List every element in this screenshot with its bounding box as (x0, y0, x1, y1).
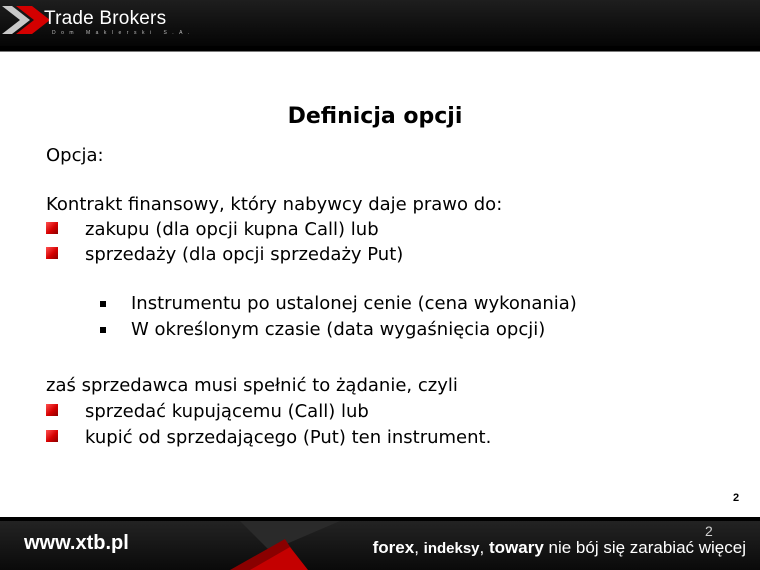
slide-page-number: 2 (733, 492, 740, 504)
slogan-indeksy: indeksy (423, 540, 480, 557)
red-bullet-icon (46, 247, 58, 259)
website-link[interactable]: www.xtb.pl (24, 532, 129, 554)
square-bullet-icon (100, 327, 106, 333)
footer-page-number: 2 (705, 523, 713, 539)
sub-bullet-text: W określonym czasie (data wygaśnięcia opcji) (131, 319, 546, 340)
red-bullet-icon (46, 404, 58, 416)
slogan-rest: nie bój się zarabiać więcej (543, 538, 746, 557)
slogan-separator: , (414, 538, 424, 557)
sub-bullet-text: Instrumentu po ustalonej cenie (cena wykonania) (131, 293, 577, 314)
bullet-text: sprzedaży (dla opcji sprzedaży Put) (85, 244, 404, 265)
xtb-logo-icon (2, 6, 50, 34)
brand-name: Trade Brokers (44, 8, 167, 29)
bullet-text: sprzedać kupującemu (Call) lub (85, 401, 369, 422)
bullet-text: kupić od sprzedającego (Put) ten instrument. (85, 427, 492, 448)
brand-subtitle: Dom Maklerski S.A. (52, 30, 195, 36)
slogan-towary: towary (488, 538, 544, 557)
seller-obligation: zaś sprzedawca musi spełnić to żądanie, czyli (46, 375, 458, 396)
footer-bar (0, 521, 760, 570)
option-definition: Kontrakt finansowy, który nabywcy daje prawo do: (46, 194, 503, 215)
slide-title: Definicja opcji (287, 104, 463, 129)
red-bullet-icon (46, 430, 58, 442)
footer-x-graphic-icon (210, 521, 340, 570)
option-label: Opcja: (46, 145, 104, 166)
header-divider-thin (0, 51, 760, 52)
slogan-separator: , (479, 538, 489, 557)
slogan-forex: forex (372, 538, 415, 557)
red-bullet-icon (46, 222, 58, 234)
bullet-text: zakupu (dla opcji kupna Call) lub (85, 219, 379, 240)
square-bullet-icon (100, 301, 106, 307)
header-bar (0, 0, 760, 46)
slogan (373, 538, 746, 558)
